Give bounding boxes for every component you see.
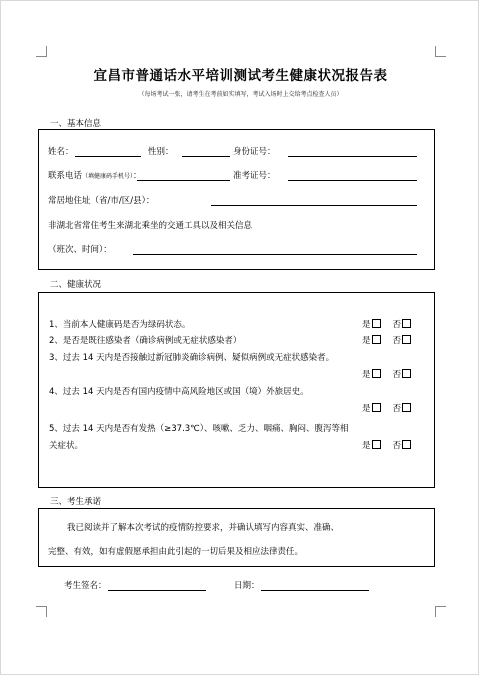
question-1: 1、当前本人健康码是否为绿码状态。	[49, 320, 191, 330]
checkbox-no[interactable]	[402, 335, 411, 344]
signature-label: 考生签名：	[64, 581, 107, 591]
name-label: 姓名：	[48, 147, 74, 157]
answer-5: 是 否	[362, 439, 411, 451]
checkbox-no[interactable]	[402, 369, 411, 378]
checkbox-no[interactable]	[402, 403, 411, 412]
question-3: 3、过去 14 天内是否接触过新冠肺炎确诊病例、疑似病例或无症状感染者。	[49, 353, 335, 363]
pledge-box	[38, 508, 435, 567]
checkbox-yes[interactable]	[372, 369, 381, 378]
transport-info-label: 非湖北省常住考生来湖北乘坐的交通工具以及相关信息	[48, 221, 253, 231]
question-5: 5、过去 14 天内是否有发热（≥37.3℃）、咳嗽、乏力、咽痛、胸闷、腹泻等相	[49, 424, 349, 434]
question-5-continued: 关症状。	[49, 441, 84, 451]
document-subtitle: （每场考试一张，请考生在考前如实填写，考试入场时上交给考点检查人员）	[138, 91, 343, 98]
answer-3: 是 否	[362, 368, 411, 380]
checkbox-no[interactable]	[402, 319, 411, 328]
answer-1: 是 否	[362, 318, 411, 330]
question-4: 4、过去 14 天内是否有国内疫情中高风险地区或国（境）外旅居史。	[49, 387, 309, 397]
pledge-text-line-2: 完整、有效，如有虚假愿承担由此引起的一切后果及相应法律责任。	[48, 547, 304, 557]
id-number-field[interactable]	[288, 156, 417, 157]
pledge-text-line-1: 我已阅读并了解本次考试的疫情防控要求，并确认填写内容真实、准确、	[67, 523, 340, 533]
id-number-label: 身份证号：	[233, 147, 276, 157]
address-label: 常居地住址（省/市/区/县）：	[48, 196, 155, 206]
checkbox-no[interactable]	[402, 440, 411, 449]
checkbox-yes[interactable]	[372, 403, 381, 412]
phone-field[interactable]	[137, 180, 230, 181]
checkbox-yes[interactable]	[372, 335, 381, 344]
checkbox-yes[interactable]	[372, 440, 381, 449]
section-title-health: 二、健康状况	[50, 280, 102, 290]
phone-label: 联系电话（填健康码手机号）：	[48, 171, 142, 181]
margin-corner-mark	[435, 46, 446, 57]
transport-detail-label: （班次、时间）：	[48, 245, 112, 255]
address-field[interactable]	[211, 205, 417, 206]
gender-field[interactable]	[182, 156, 230, 157]
margin-corner-mark	[435, 606, 446, 617]
gender-label: 性别：	[148, 147, 174, 157]
document-title: 宜昌市普通话水平培训测试考生健康状况报告表	[93, 68, 388, 84]
answer-2: 是 否	[362, 334, 411, 346]
question-2: 2、是否是既往感染者（确诊病例或无症状感染者）	[49, 336, 242, 346]
answer-4: 是 否	[362, 402, 411, 414]
name-field[interactable]	[75, 156, 141, 157]
date-field[interactable]	[261, 590, 369, 591]
checkbox-yes[interactable]	[372, 319, 381, 328]
exam-number-field[interactable]	[288, 180, 417, 181]
margin-corner-mark	[36, 46, 47, 57]
section-title-basic-info: 一、基本信息	[50, 119, 102, 129]
transport-detail-field[interactable]	[133, 254, 417, 255]
exam-number-label: 准考证号：	[233, 171, 276, 181]
date-label: 日期：	[234, 581, 260, 591]
signature-field[interactable]	[108, 590, 206, 591]
margin-corner-mark	[36, 606, 47, 617]
section-title-pledge: 三、考生承诺	[50, 497, 102, 507]
